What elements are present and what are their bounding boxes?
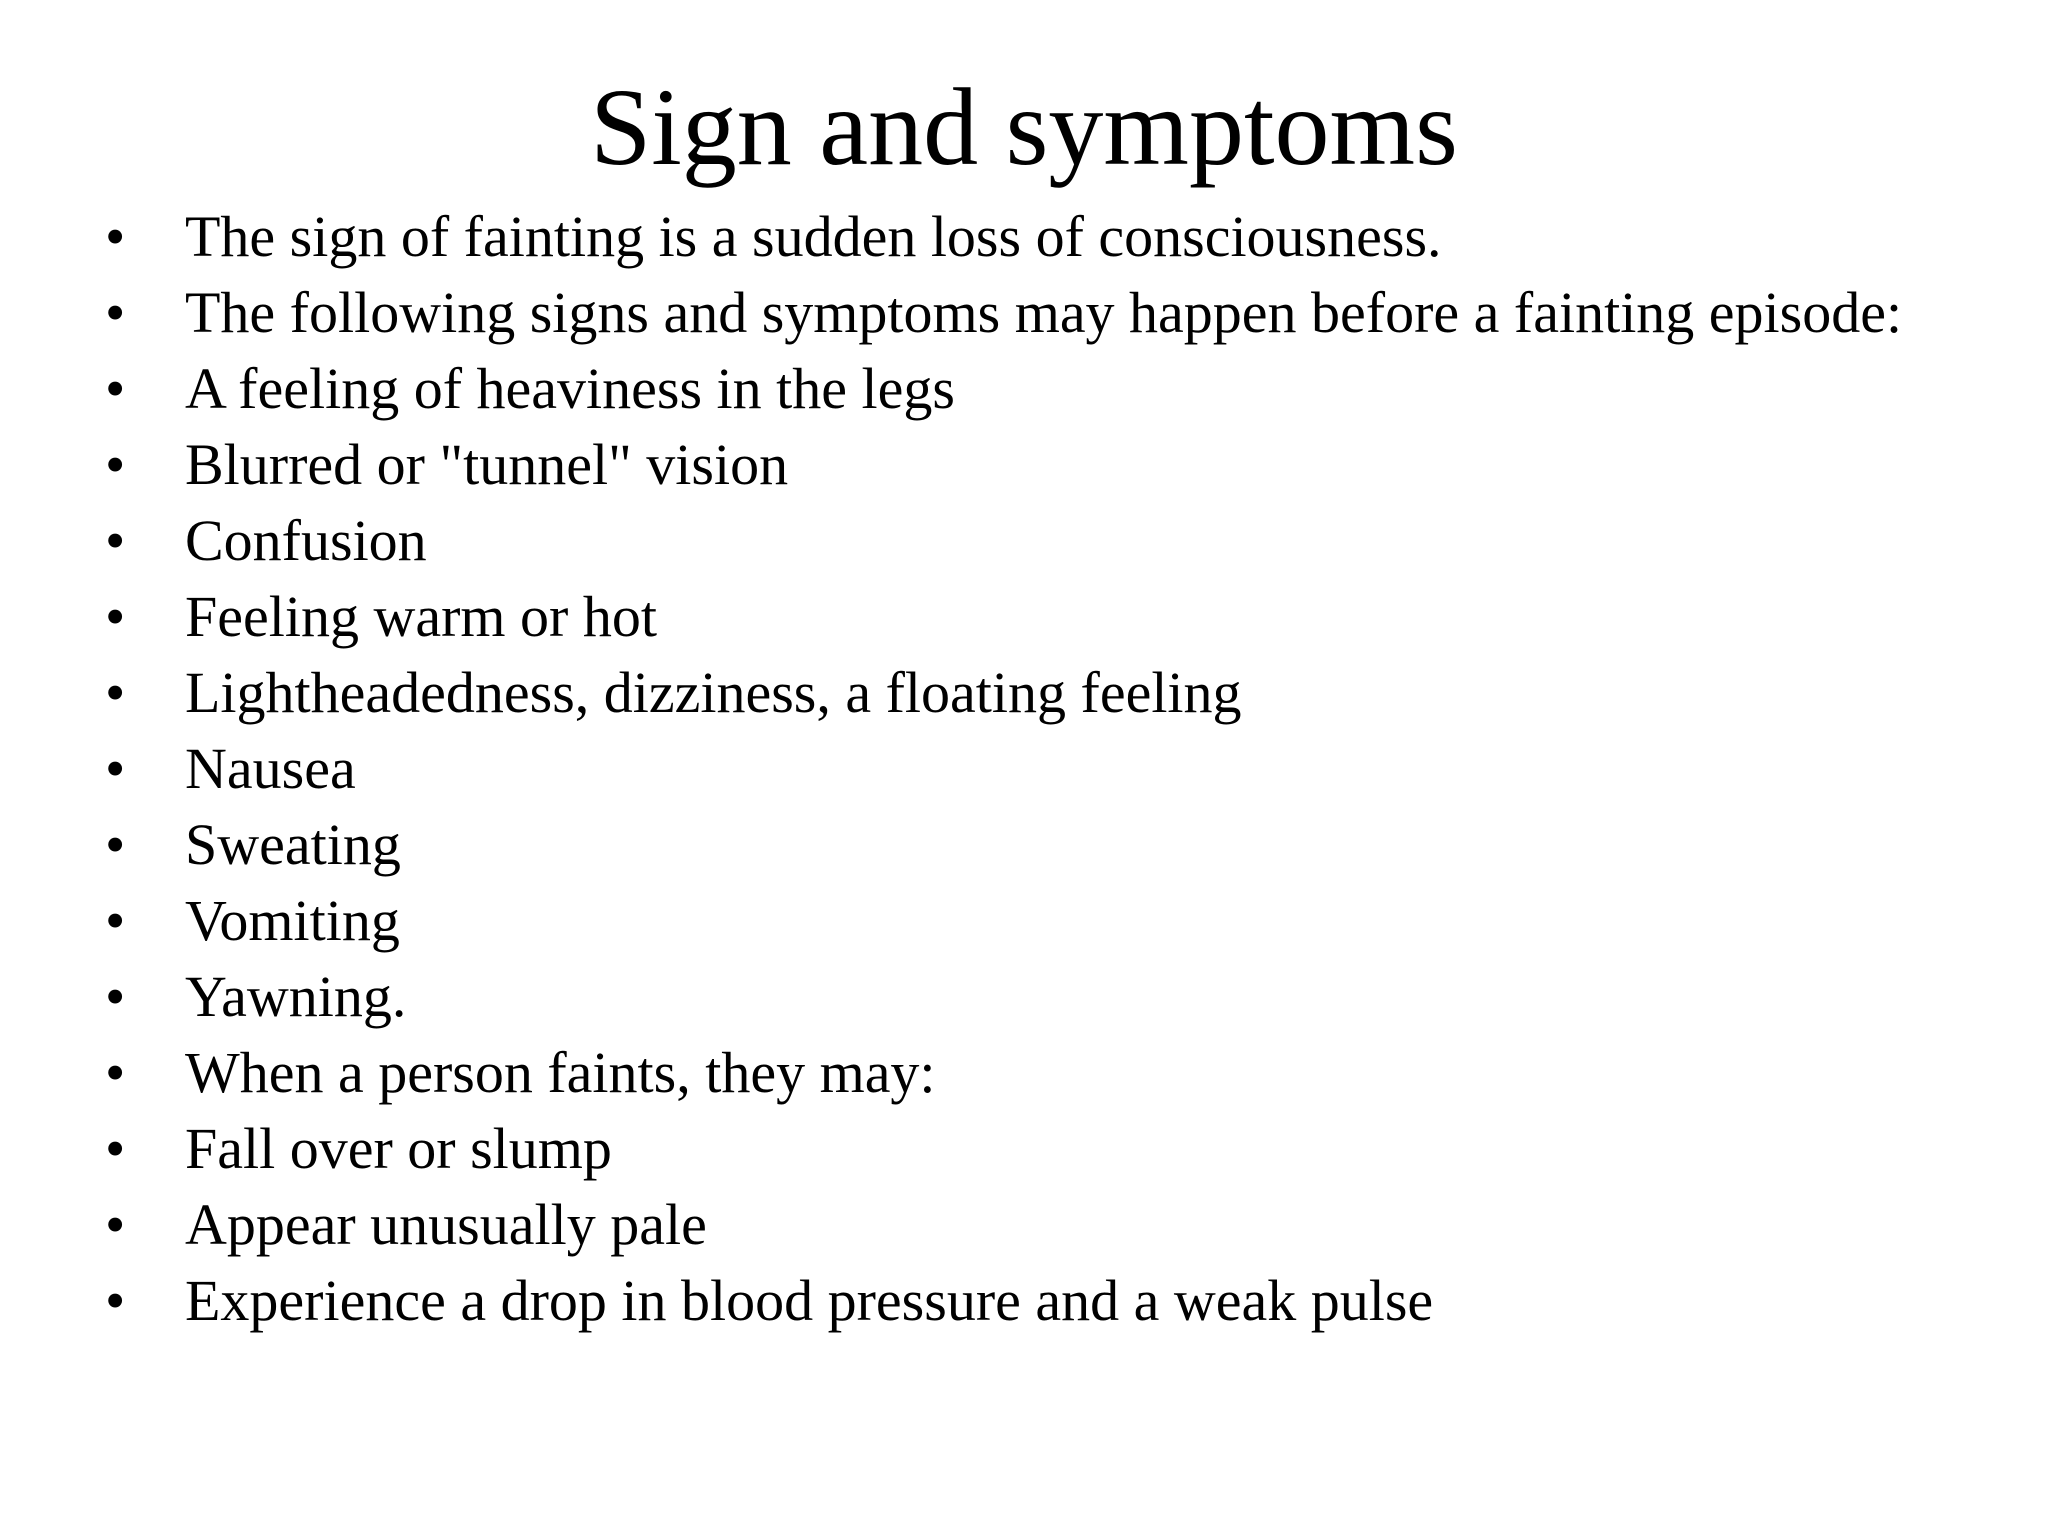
list-item-text: When a person faints, they may: [185,1040,936,1105]
bullet-icon: • [105,812,126,877]
list-item-text: Appear unusually pale [185,1192,707,1257]
bullet-icon: • [105,1192,126,1257]
bullet-icon: • [105,508,126,573]
slide-title: Sign and symptoms [590,66,1458,188]
bullet-list [105,204,1905,1347]
list-item-text: Fall over or slump [185,1116,612,1181]
list-item [105,508,1905,573]
list-item-text: The sign of fainting is a sudden loss of consciousness. [185,204,1442,269]
list-item [105,660,1905,725]
bullet-icon: • [105,1268,126,1333]
list-item [105,736,1905,801]
bullet-icon: • [105,736,126,801]
list-item [105,356,1905,421]
bullet-icon: • [105,584,126,649]
bullet-icon: • [105,432,126,497]
list-item [105,1040,1905,1105]
list-item [105,1116,1905,1181]
list-item [105,888,1905,953]
list-item-text: Sweating [185,812,401,877]
list-item [105,280,1905,345]
list-item [105,204,1905,269]
bullet-icon: • [105,1116,126,1181]
bullet-icon: • [105,964,126,1029]
bullet-icon: • [105,1040,126,1105]
list-item-text: Feeling warm or hot [185,584,657,649]
bullet-icon: • [105,888,126,953]
list-item-text: A feeling of heaviness in the legs [185,356,955,421]
bullet-icon: • [105,204,126,269]
list-item-text: Vomiting [185,888,400,953]
list-item-text: Blurred or "tunnel" vision [185,432,789,497]
list-item-text: Lightheadedness, dizziness, a floating feeling [185,660,1242,725]
list-item-text: Yawning. [185,964,407,1029]
list-item [105,1192,1905,1257]
list-item-text: Nausea [185,736,356,801]
bullet-icon: • [105,280,126,345]
list-item [105,1268,1905,1333]
list-item [105,812,1905,877]
list-item-text: Confusion [185,508,427,573]
list-item-text: Experience a drop in blood pressure and a weak pulse [185,1268,1434,1333]
list-item [105,584,1905,649]
bullet-icon: • [105,356,126,421]
list-item [105,432,1905,497]
list-item-text: The following signs and symptoms may happen before a fainting episode: [185,280,1903,345]
list-item [105,964,1905,1029]
bullet-icon: • [105,660,126,725]
